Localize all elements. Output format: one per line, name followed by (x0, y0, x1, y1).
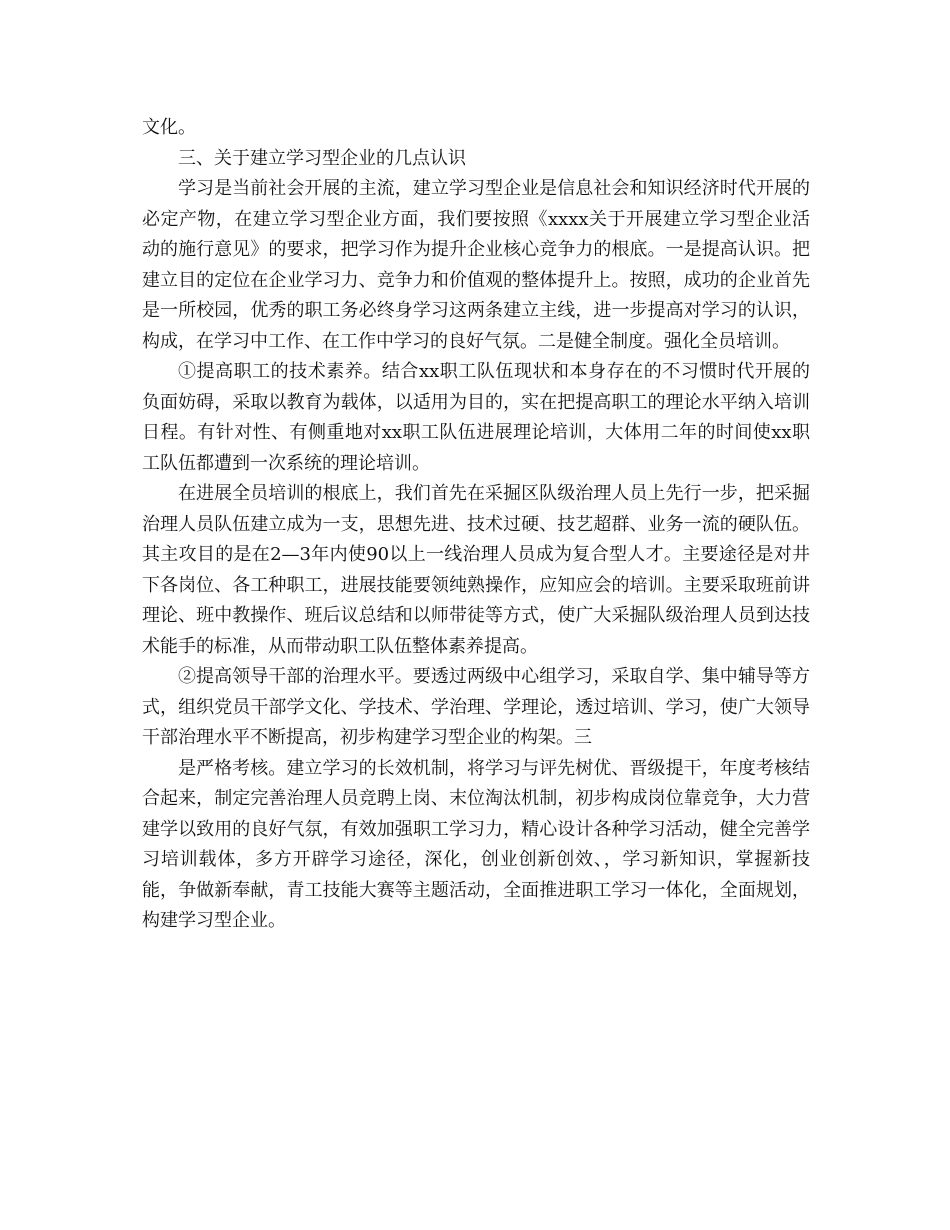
paragraph-continuation: 文化。 (142, 117, 196, 138)
paragraph-full-training: 在进展全员培训的根底上，我们首先在采掘区队级治理人员上先行一步，把采掘治理人员队伍建立成为一支，思想先进、技术过硬、技艺超群、业务一流的硬队伍。其主攻目的是在2—3年内使90以上一线治理人员成为复合型人才。主要途径是对井下各岗位、各工种职工，进展技能要领纯熟操作，应知应会的培训。主要采取班前讲理论、班中教操作、班后议总结和以师带徒等方式，使广大采掘队级治理人员到达技术能手的标准，从而带动职工队伍整体素养提高。 (142, 483, 810, 657)
section-heading: 三、关于建立学习型企业的几点认识 (178, 147, 466, 169)
paragraph-strict-assessment: 是严格考核。建立学习的长效机制，将学习与评先树优、晋级提干，年度考核结合起来，制定完善治理人员竞聘上岗、末位淘汰机制，初步构成岗位靠竞争，大力营建学以致用的良好气氛，有效加强职工学习力，精心设计各种学习活动，健全完善学习培训载体，多方开辟学习途径，深化，创业创新创效、，学习新知识，掌握新技能，争做新奉献，青工技能大赛等主题活动，全面推进职工学习一体化，全面规划，构建学习型企业。 (142, 757, 810, 931)
paragraph-worker-skills: ①提高职工的技术素养。结合xx职工队伍现状和本身存在的不习惯时代开展的负面妨碍，采取以教育为载体，以适用为目的，实在把提高职工的理论水平纳入培训日程。有针对性、有侧重地对xx职工队伍进展理论培训，大体用二年的时间使xx职工队伍都遭到一次系统的理论培训。 (142, 361, 810, 474)
paragraph-learning-mainstream: 学习是当前社会开展的主流，建立学习型企业是信息社会和知识经济时代开展的必定产物，在建立学习型企业方面，我们要按照《xxxx关于开展建立学习型企业活动的施行意见》的要求，把学习作为提升企业核心竞争力的根底。一是提高认识。把建立目的定位在企业学习力、竞争力和价值观的整体提升上。按照，成功的企业首先是一所校园，优秀的职工务必终身学习这两条建立主线，进一步提高对学习的认识，构成，在学习中工作、在工作中学习的良好气氛。二是健全制度。强化全员培训。 (142, 178, 810, 352)
paragraph-leader-management: ②提高领导干部的治理水平。要透过两级中心组学习，采取自学、集中辅导等方式，组织党员干部学文化、学技术、学治理、学理论，透过培训、学习，使广大领导干部治理水平不断提高，初步构建学习型企业的构架。三 (142, 666, 810, 748)
document-page (142, 113, 810, 937)
